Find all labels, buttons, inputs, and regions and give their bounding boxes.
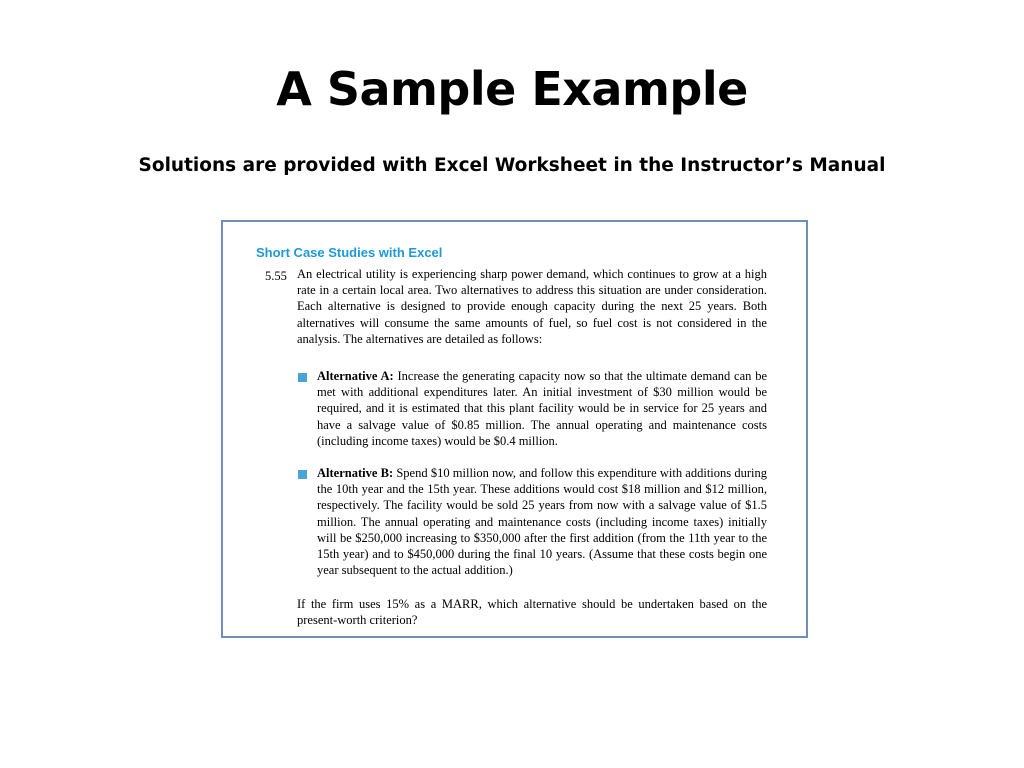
alternative-b-label: Alternative B: <box>317 466 394 480</box>
alternative-a-label: Alternative A: <box>317 369 394 383</box>
square-bullet-icon <box>298 373 307 382</box>
section-heading: Short Case Studies with Excel <box>256 245 443 260</box>
alternative-b-text: Spend $10 million now, and follow this expenditure with additions during the 10th year and the 15th year. These additions would cost $18 million and $12 million, respectively. The facility would be sold 25 years from now with a salvage value of $1.5 million. The annual operating and maintenance costs (including income taxes) initially will be $250,000 increasing to $350,000 after the first addition (from the 11th year to the 15th year) and to $450,000 during the final 10 years. (Assume that these costs begin one year subsequent to the actual addition.) <box>317 466 767 578</box>
square-bullet-icon <box>298 470 307 479</box>
slide-title: A Sample Example <box>276 62 748 116</box>
alternative-b <box>317 465 767 578</box>
alternative-a <box>317 368 767 449</box>
problem-number: 5.55 <box>265 269 287 283</box>
problem-intro: An electrical utility is experiencing sharp power demand, which continues to grow at a high rate in a certain local area. Two alternatives to address this situation are under consideration. Each alternative is designed to provide enough capacity during the next 25 years. Both alternatives will consume the same amounts of fuel, so fuel cost is not considered in the analysis. The alternatives are detailed as follows: <box>297 267 767 346</box>
textbook-excerpt <box>221 220 808 638</box>
slide-subtitle: Solutions are provided with Excel Worksheet in the Instructor’s Manual <box>138 155 886 176</box>
alternative-a-text: Increase the generating capacity now so that the ultimate demand can be met with additional expenditures later. An initial investment of $30 million would be required, and it is estimated that this plant facility would be in service for 25 years and have a salvage value of $0.85 million. The annual operating and maintenance costs (including income taxes) would be $0.4 million. <box>317 369 767 448</box>
problem-question: If the firm uses 15% as a MARR, which alternative should be undertaken based on the present-worth criterion? <box>297 597 767 628</box>
